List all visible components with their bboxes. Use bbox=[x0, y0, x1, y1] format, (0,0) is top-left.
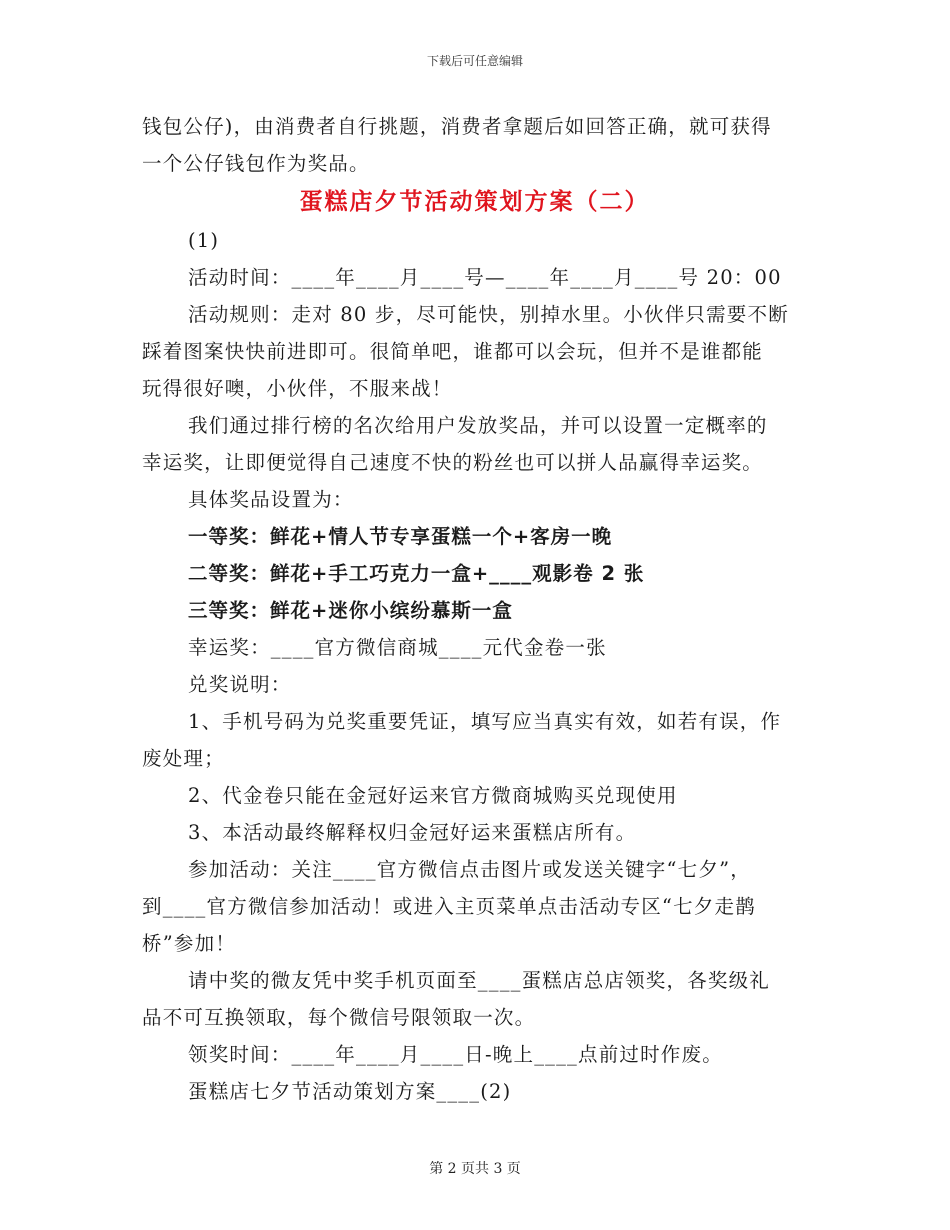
ranking-line-1: 我们通过排行榜的名次给用户发放奖品，并可以设置一定概率的 bbox=[188, 414, 768, 437]
join-line-2: 到____官方微信参加活动！或进入主页菜单点击活动专区“七夕走鹊 bbox=[142, 895, 756, 918]
redeem-item-1b: 废处理； bbox=[142, 747, 225, 770]
document-body bbox=[142, 108, 807, 1110]
claim-line-1: 请中奖的微友凭中奖手机页面至____蛋糕店总店领奖，各奖级礼 bbox=[188, 969, 771, 992]
section-title: 蛋糕店夕节活动策划方案（二） bbox=[299, 189, 650, 215]
page-footer: 第 2 页共 3 页 bbox=[429, 1161, 521, 1177]
prize-intro: 具体奖品设置为： bbox=[188, 488, 354, 511]
redeem-item-3: 3、本活动最终解释权归金冠好运来蛋糕店所有。 bbox=[188, 821, 637, 844]
rules-line-2: 踩着图案快快前进即可。很简单吧，谁都可以会玩，但并不是谁都能 bbox=[142, 340, 764, 363]
claim-line-2: 品不可互换领取，每个微信号限领取一次。 bbox=[142, 1006, 536, 1029]
intro-line-2: 一个公仔钱包作为奖品。 bbox=[142, 152, 370, 175]
next-section: 蛋糕店七夕节活动策划方案____(2) bbox=[188, 1080, 512, 1103]
join-line-1: 参加活动：关注____官方微信点击图片或发送关键字“七夕”， bbox=[188, 858, 751, 881]
redeem-item-2: 2、代金卷只能在金冠好运来官方微商城购买兑现使用 bbox=[188, 784, 678, 807]
intro-line-1: 钱包公仔)，由消费者自行挑题，消费者拿题后如回答正确，就可获得 bbox=[142, 115, 772, 138]
activity-time: 活动时间：____年____月____号—____年____月____号 20：00 bbox=[188, 266, 782, 289]
join-line-3: 桥”参加！ bbox=[142, 932, 236, 955]
third-prize: 三等奖：鲜花+迷你小缤纷慕斯一盒 bbox=[188, 599, 513, 622]
rules-line-3: 玩得很好噢，小伙伴，不服来战！ bbox=[142, 377, 453, 400]
first-prize: 一等奖：鲜花+情人节专享蛋糕一个+客房一晚 bbox=[188, 525, 613, 548]
redeem-title: 兑奖说明： bbox=[188, 673, 292, 696]
ranking-line-2: 幸运奖，让即便觉得自己速度不快的粉丝也可以拼人品赢得幸运奖。 bbox=[142, 451, 764, 474]
lucky-prize: 幸运奖：____官方微信商城____元代金卷一张 bbox=[188, 636, 607, 659]
second-prize: 二等奖：鲜花+手工巧克力一盒+____观影卷 2 张 bbox=[188, 562, 645, 585]
rules-line-1: 活动规则：走对 80 步，尽可能快，别掉水里。小伙伴只需要不断 bbox=[188, 303, 789, 326]
claim-time: 领奖时间：____年____月____日-晚上____点前过时作废。 bbox=[188, 1043, 723, 1066]
page-header: 下载后可任意编辑 bbox=[426, 54, 523, 68]
redeem-item-1a: 1、手机号码为兑奖重要凭证，填写应当真实有效，如若有误，作 bbox=[188, 710, 782, 733]
paragraph-number: (1) bbox=[188, 229, 220, 252]
